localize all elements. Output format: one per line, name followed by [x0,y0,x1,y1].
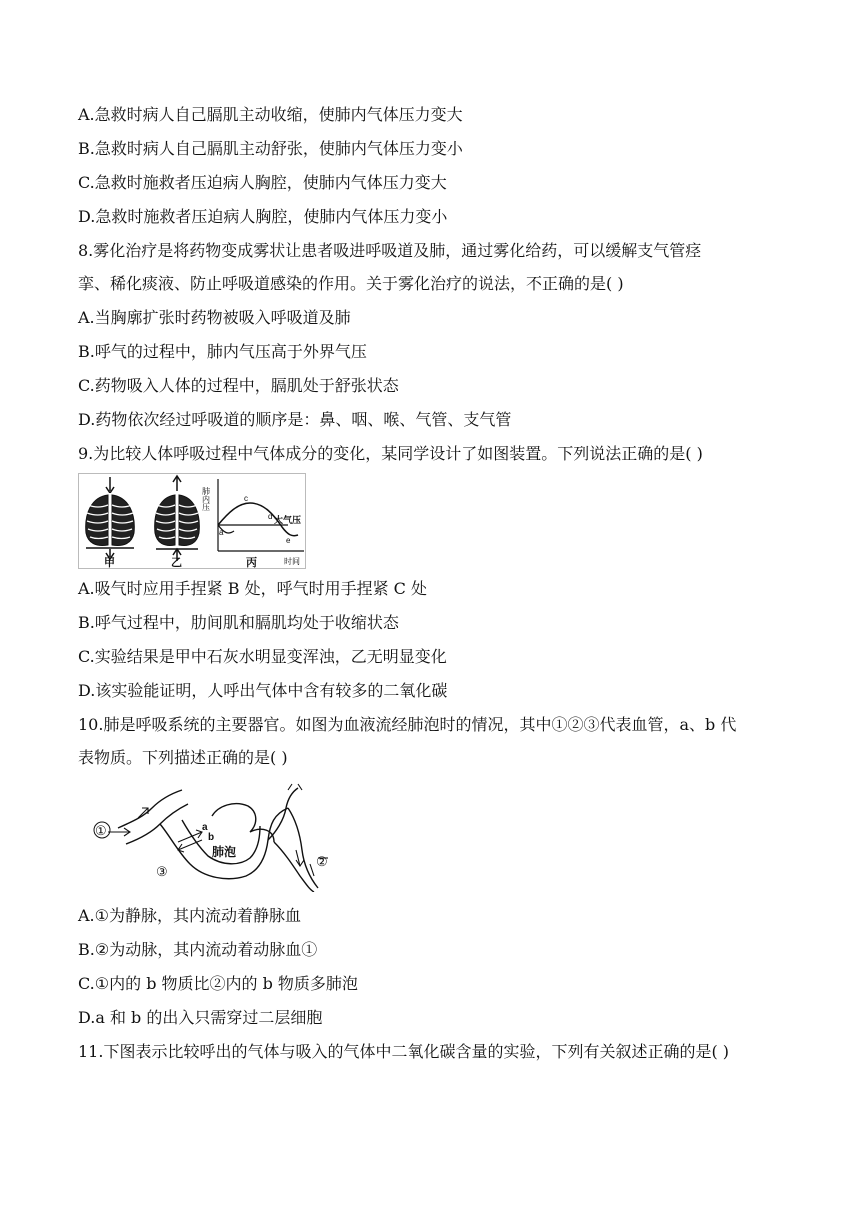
q7-option-d: D.急救时施救者压迫病人胸腔，使肺内气体压力变小 [78,207,448,226]
q10-option-a: A.①为静脉，其内流动着静脉血 [78,906,301,925]
q10-figure [78,780,338,892]
q8-stem-line2: 挛、稀化痰液、防止呼吸道感染的作用。关于雾化治疗的说法，不正确的是( ) [78,274,624,293]
q8-option-d: D.药物依次经过呼吸道的顺序是：鼻、咽、喉、气管、支气管 [78,410,512,429]
q8-option-b: B.呼气的过程中，肺内气压高于外界气压 [78,342,367,361]
label-y-axis: 肺内压 [201,487,211,511]
q8-option-a: A.当胸廓扩张时药物被吸入呼吸道及肺 [78,308,351,327]
label-bing: 丙 [246,557,257,569]
label-jia: 甲 [104,557,115,569]
q7-option-a: A.急救时病人自己膈肌主动收缩，使肺内气体压力变大 [78,105,463,124]
label-alveolus: 肺泡 [212,845,237,859]
arrows [108,784,328,876]
label-vessel-2: ② [316,854,328,869]
label-point-c: c [244,494,248,503]
label-yi: 乙 [171,557,182,569]
q9-stem: 9.为比较人体呼吸过程中气体成分的变化，某同学设计了如图装置。下列说法正确的是( ) [78,444,703,463]
q11-stem: 11.下图表示比较呼出的气体与吸入的气体中二氧化碳含量的实验，下列有关叙述正确的是( ) [78,1042,730,1061]
label-b: b [208,832,215,843]
label-point-d: d [268,512,273,521]
alveolus-drawing [118,788,318,892]
q10-figure-svg [78,780,338,892]
vessel-1-top [118,790,182,828]
q8-option-c: C.药物吸入人体的过程中，膈肌处于舒张状态 [78,376,399,395]
q7-option-b: B.急救时病人自己膈肌主动舒张，使肺内气体压力变小 [78,139,463,158]
label-vessel-1: ① [95,823,107,838]
q10-stem-line2: 表物质。下列描述正确的是( ) [78,748,288,767]
q9-figure [78,473,306,569]
label-atm: 大气压 [274,515,302,525]
q9-option-b: B.呼气过程中，肋间肌和膈肌均处于收缩状态 [78,613,399,632]
label-point-e: e [286,536,291,545]
label-a: a [202,822,208,833]
q10-stem-line1: 10.肺是呼吸系统的主要器官。如图为血液流经肺泡时的情况，其中①②③代表血管，a、b 代 [78,715,737,734]
q10-option-d: D.a 和 b 的出入只需穿过二层细胞 [78,1008,323,1027]
q8-stem-line1: 8.雾化治疗是将药物变成雾状让患者吸进呼吸道及肺，通过雾化给药，可以缓解支气管痉 [78,241,702,260]
q9-option-c: C.实验结果是甲中石灰水明显变浑浊，乙无明显变化 [78,647,447,666]
q10-option-b: B.②为动脉，其内流动着动脉血① [78,940,318,959]
vessel-3-loop [160,808,288,879]
q9-option-a: A.吸气时应用手捏紧 B 处，呼气时用手捏紧 C 处 [78,579,427,598]
q7-option-c: C.急救时施救者压迫病人胸腔，使肺内气体压力变大 [78,173,447,192]
label-vessel-3: ③ [156,864,168,879]
q9-figure-svg [78,473,306,569]
label-point-a: a [219,528,224,537]
q9-option-d: D.该实验能证明，人呼出气体中含有较多的二氧化碳 [78,681,448,700]
q10-option-c: C.①内的 b 物质比②内的 b 物质多肺泡 [78,974,358,993]
label-x-axis: 时间 [284,557,300,566]
